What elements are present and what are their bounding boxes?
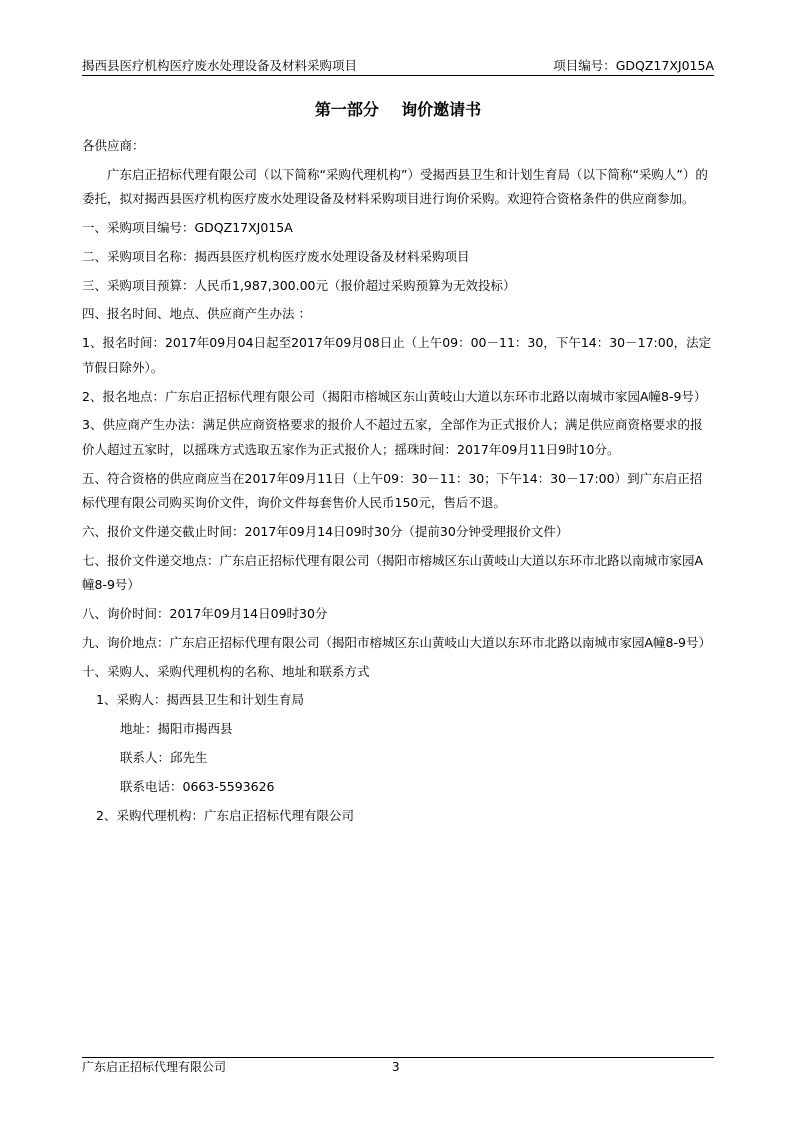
purchaser-phone: 联系电话：0663-5593626 xyxy=(120,778,275,794)
item-registration-heading: 四、报名时间、地点、供应商产生办法 ： xyxy=(82,306,311,322)
item-project-code: 一、采购项目编号：GDQZ17XJ015A xyxy=(82,220,293,236)
page-number: 3 xyxy=(392,1060,400,1074)
header-project-name: 揭西县医疗机构医疗废水处理设备及材料采购项目 xyxy=(82,58,358,73)
purchaser-address: 地址：揭阳市揭西县 xyxy=(120,721,233,737)
purchaser-contact: 联系人：邱先生 xyxy=(120,750,208,766)
page-header xyxy=(82,57,714,76)
document-title: 第一部分 询价邀请书 xyxy=(314,100,482,119)
header-project-code: 项目编号：GDQZ17XJ015A xyxy=(553,58,714,73)
item-contacts-heading: 十、采购人、采购代理机构的名称、地址和联系方式 xyxy=(82,663,370,679)
item-inquiry-time: 八、询价时间：2017年09月14日09时30分 xyxy=(82,606,328,622)
page-footer xyxy=(82,1057,714,1076)
item-document-purchase: 五、符合资格的供应商应当在2017年09月11日（上午09：30－11：30；下午14：30－17:00）到广东启正招标代理有限公司购买询价文件，询价文件每套售价人民币150元，售后不退。 xyxy=(82,470,703,511)
intro-paragraph: 广东启正招标代理有限公司（以下简称“采购代理机构”）受揭西县卫生和计划生育局（以下简称“采购人”）的委托，拟对揭西县医疗机构医疗废水处理设备及材料采购项目进行询价采购。欢迎符合资格条件的供应商参加。 xyxy=(82,166,708,207)
agency-name: 2、采购代理机构：广东启正招标代理有限公司 xyxy=(96,807,354,823)
item-submission-place: 七、报价文件递交地点：广东启正招标代理有限公司（揭阳市榕城区东山黄岐山大道以东环市北路以南城市家园A幢8-9号） xyxy=(82,552,704,593)
item-inquiry-place: 九、询价地点：广东启正招标代理有限公司（揭阳市榕城区东山黄岐山大道以东环市北路以南城市家园A幢8-9号） xyxy=(82,634,711,650)
item-project-budget: 三、采购项目预算：人民币1,987,300.00元（报价超过采购预算为无效投标） xyxy=(82,277,516,293)
footer-company: 广东启正招标代理有限公司 xyxy=(82,1060,227,1074)
greeting: 各供应商： xyxy=(82,138,145,153)
document-body xyxy=(82,134,714,832)
item-supplier-selection: 3、供应商产生办法：满足供应商资格要求的报价人不超过五家，全部作为正式报价人；满足供应商资格要求的报价人超过五家时，以摇珠方式选取五家作为正式报价人；摇珠时间：2017年09月11日9时10分。 xyxy=(82,417,703,457)
purchaser-name: 1、采购人：揭西县卫生和计划生育局 xyxy=(96,692,304,708)
item-project-name: 二、采购项目名称：揭西县医疗机构医疗废水处理设备及材料采购项目 xyxy=(82,248,470,264)
item-submission-deadline: 六、报价文件递交截止时间：2017年09月14日09时30分（提前30分钟受理报价文件） xyxy=(82,523,569,539)
item-registration-time: 1、报名时间：2017年09月04日起至2017年09月08日止（上午09：00－11：30，下午14：30－17:00，法定节假日除外）。 xyxy=(82,335,712,375)
item-registration-place: 2、报名地点：广东启正招标代理有限公司（揭阳市榕城区东山黄岐山大道以东环市北路以南城市家园A幢8-9号） xyxy=(82,388,707,404)
